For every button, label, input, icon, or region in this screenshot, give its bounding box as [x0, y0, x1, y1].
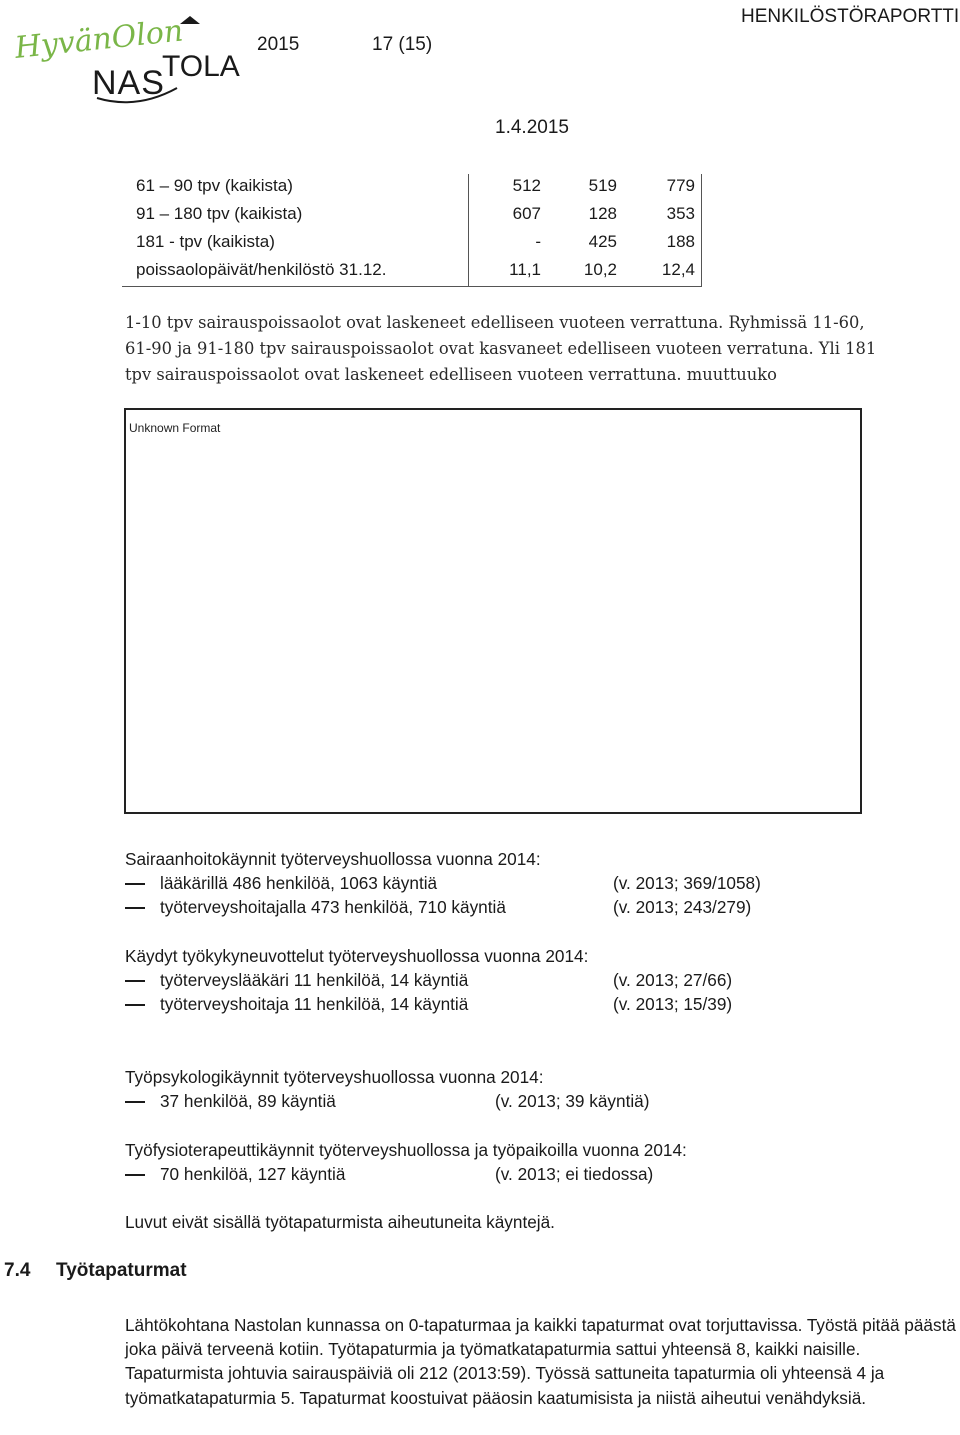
physiotherapy-heading: Työfysioterapeuttikäynnit työterveyshuollossa ja työpaikoilla vuonna 2014: [125, 1140, 687, 1160]
cell-value: 188 [666, 232, 695, 251]
list-item [125, 968, 825, 992]
summary-line: tpv sairauspoissaolot ovat laskeneet edelliseen vuoteen verrattuna. muuttuuko [125, 365, 777, 384]
dash-bullet [125, 907, 145, 909]
list-item [125, 992, 825, 1016]
cell-value: 353 [666, 204, 695, 223]
sick-visits-heading: Sairaanhoitokäynnit työterveyshuollossa vuonna 2014: [125, 849, 541, 869]
item-reference: (v. 2013; 15/39) [613, 994, 733, 1014]
logo-graphic [12, 6, 247, 106]
svg-text:NAS: NAS [92, 64, 165, 102]
header-page-number: 17 (15) [372, 34, 433, 55]
row-label: 61 – 90 tpv (kaikista) [136, 176, 293, 195]
row-label: 181 - tpv (kaikista) [136, 232, 275, 251]
item-text: 37 henkilöä, 89 käyntiä [160, 1091, 336, 1111]
item-reference: (v. 2013; 369/1058) [613, 873, 761, 893]
absence-table [122, 174, 702, 287]
list-item [125, 895, 825, 919]
dash-bullet [125, 883, 145, 885]
item-reference: (v. 2013; 243/279) [613, 897, 752, 917]
row-label: 91 – 180 tpv (kaikista) [136, 204, 303, 223]
dash-bullet [125, 1174, 145, 1176]
list-item [125, 1089, 825, 1113]
item-text: työterveyshoitajalla 473 henkilöä, 710 käyntiä [160, 897, 506, 917]
summary-line: 1-10 tpv sairauspoissaolot ovat laskeneet edelliseen vuoteen verrattuna. Ryhmissä 11-60, [125, 313, 865, 332]
cell-value: - [535, 232, 541, 251]
nastola-logo [12, 6, 247, 106]
placeholder-label: Unknown Format [129, 421, 221, 435]
table-row [136, 204, 701, 232]
psychologist-heading: Työpsykologikäynnit työterveyshuollossa vuonna 2014: [125, 1067, 544, 1087]
report-title: HENKILÖSTÖRAPORTTI [741, 6, 960, 27]
list-item [125, 871, 825, 895]
item-text: työterveyshoitaja 11 henkilöä, 14 käyntiä [160, 994, 469, 1014]
work-ability-heading: Käydyt työkykyneuvottelut työterveyshuollossa vuonna 2014: [125, 946, 589, 966]
table-row [136, 260, 701, 288]
image-placeholder [124, 408, 862, 814]
cell-value: 607 [512, 204, 541, 223]
dash-bullet [125, 1101, 145, 1103]
section-title: Työtapaturmat [56, 1260, 187, 1281]
summary-line: 61-90 ja 91-180 tpv sairauspoissaolot ovat kasvaneet edelliseen vuoteen verratuna. Yli 181 [125, 339, 877, 358]
summary-paragraph [125, 310, 925, 388]
table-row [136, 232, 701, 260]
cell-value: 10,2 [583, 260, 617, 279]
note-text: Luvut eivät sisällä työtapaturmista aiheutuneita käyntejä. [125, 1212, 555, 1232]
accidents-paragraph: Lähtökohtana Nastolan kunnassa on 0-tapaturmaa ja kaikki tapaturmat ovat torjuttavissa. Työstä pitää päästä joka päivä terveenä kotiin. Työtapaturmia ja työmatkatapaturmia sattui yhteensä 8, kaikki naisille. Tapaturmista johtuvia sairauspäiviä oli 212 (2013:59). Työssä sattuneita tapaturmia oli yhteensä 4 ja työmatkatapaturmia 5. Tapaturmat koostuivat pääosin kaatumisista ja niistä aiheutui venähdyksiä. [125, 1315, 956, 1408]
dash-bullet [125, 980, 145, 982]
cell-value: 128 [588, 204, 617, 223]
table-row [136, 176, 701, 204]
cell-value: 11,1 [509, 260, 541, 279]
report-date: 1.4.2015 [495, 117, 569, 138]
cell-value: 425 [588, 232, 617, 251]
row-label: poissaolopäivät/henkilöstö 31.12. [136, 260, 387, 279]
svg-text:TOLA: TOLA [162, 50, 240, 83]
cell-value: 519 [588, 176, 617, 195]
section-number: 7.4 [4, 1260, 31, 1281]
item-text: työterveyslääkäri 11 henkilöä, 14 käyntiä [160, 970, 469, 990]
item-reference: (v. 2013; 39 käyntiä) [495, 1091, 650, 1111]
item-reference: (v. 2013; ei tiedossa) [495, 1164, 654, 1184]
item-text: 70 henkilöä, 127 käyntiä [160, 1164, 346, 1184]
item-reference: (v. 2013; 27/66) [613, 970, 733, 990]
cell-value: 512 [512, 176, 541, 195]
list-item [125, 1162, 825, 1186]
dash-bullet [125, 1004, 145, 1006]
svg-text:HyvänOlon: HyvänOlon [13, 13, 185, 66]
cell-value: 779 [666, 176, 695, 195]
item-text: lääkärillä 486 henkilöä, 1063 käyntiä [160, 873, 438, 893]
header-year: 2015 [257, 34, 300, 55]
cell-value: 12,4 [661, 260, 695, 279]
